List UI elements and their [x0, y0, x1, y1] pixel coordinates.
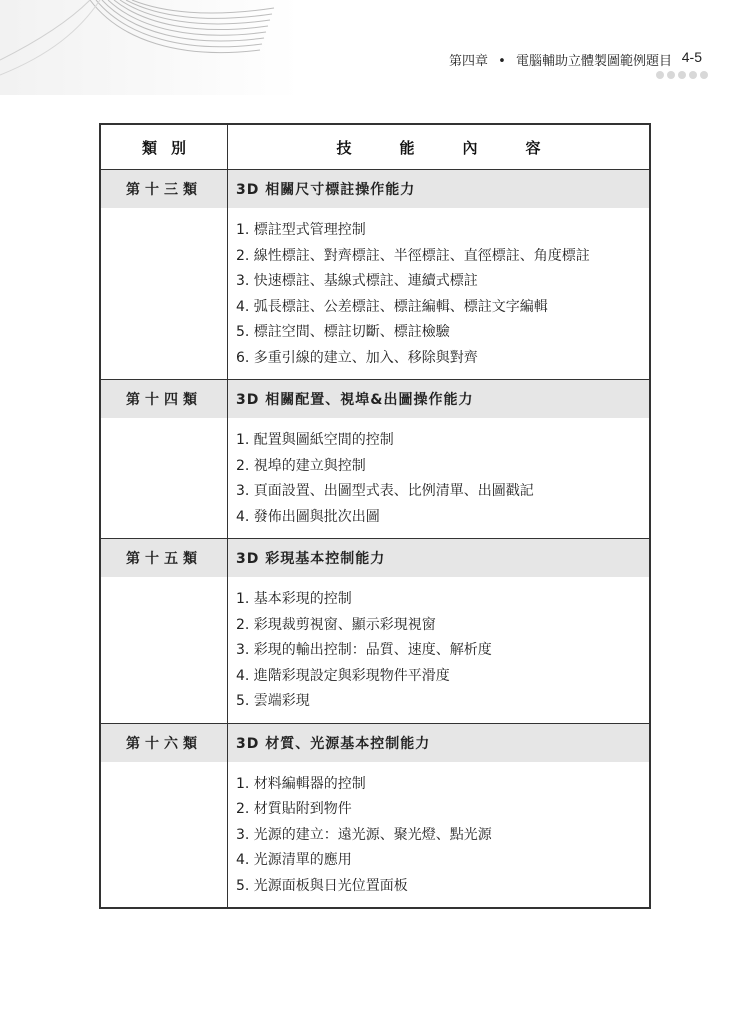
class-row — [100, 539, 650, 578]
list-item: 2. 材質貼附到物件 — [236, 801, 352, 817]
list-item: 5. 光源面板與日光位置面板 — [236, 877, 408, 894]
decorative-swirl-graphic — [0, 0, 300, 95]
list-item: 4. 進階彩現設定與彩現物件平滑度 — [236, 667, 450, 684]
class-category: 第十五類 — [100, 539, 228, 578]
class-title: 3D 相關尺寸標註操作能力 — [228, 170, 651, 209]
list-item: 2. 線性標註、對齊標註、半徑標註、直徑標註、角度標註 — [236, 247, 590, 264]
class-category: 第十三類 — [100, 170, 228, 209]
list-item: 3. 快速標註、基線式標註、連續式標註 — [236, 273, 478, 289]
class-category: 第十四類 — [100, 380, 228, 419]
list-item: 3. 頁面設置、出圖型式表、比例清單、出圖戳記 — [236, 483, 534, 499]
header-skill-content: 技能內容 — [228, 124, 651, 170]
class-items-row — [100, 577, 650, 723]
class-items-row — [100, 762, 650, 909]
class-row — [100, 170, 650, 209]
page-number: 4-5 — [681, 49, 702, 65]
list-item: 6. 多重引線的建立、加入、移除與對齊 — [236, 349, 478, 366]
class-items-row — [100, 208, 650, 380]
decorative-dots — [656, 71, 708, 79]
list-item: 1. 配置與圖紙空間的控制 — [236, 432, 394, 448]
class-row — [100, 723, 650, 762]
list-item: 1. 材料編輯器的控制 — [236, 775, 366, 792]
list-item: 4. 光源清單的應用 — [236, 852, 352, 868]
list-item: 1. 基本彩現的控制 — [236, 591, 352, 607]
chapter-title: 電腦輔助立體製圖範例題目 — [515, 54, 672, 69]
class-title: 3D 材質、光源基本控制能力 — [228, 723, 651, 762]
running-header — [449, 50, 672, 69]
list-item: 2. 視埠的建立與控制 — [236, 457, 366, 474]
list-item: 5. 標註空間、標註切斷、標註檢驗 — [236, 324, 450, 340]
skills-table — [99, 123, 651, 909]
header-category: 類別 — [100, 124, 228, 170]
chapter-label: 第四章 — [449, 54, 489, 69]
bullet-separator: • — [498, 54, 506, 69]
list-item: 1. 標註型式管理控制 — [236, 222, 366, 238]
skill-list — [228, 208, 649, 379]
class-title: 3D 彩現基本控制能力 — [228, 539, 651, 578]
list-item: 4. 發佈出圖與批次出圖 — [236, 508, 380, 525]
list-item: 4. 弧長標註、公差標註、標註編輯、標註文字編輯 — [236, 298, 548, 315]
table-header-row — [100, 124, 650, 170]
class-category: 第十六類 — [100, 723, 228, 762]
list-item: 3. 彩現的輸出控制：品質、速度、解析度 — [236, 642, 492, 658]
list-item: 5. 雲端彩現 — [236, 693, 310, 709]
skill-list — [228, 577, 649, 723]
list-item: 3. 光源的建立：遠光源、聚光燈、點光源 — [236, 826, 492, 843]
skill-list — [228, 418, 649, 538]
class-items-row — [100, 418, 650, 539]
class-title: 3D 相關配置、視埠&出圖操作能力 — [228, 380, 651, 419]
class-row — [100, 380, 650, 419]
list-item: 2. 彩現裁剪視窗、顯示彩現視窗 — [236, 616, 436, 633]
skill-list — [228, 762, 649, 908]
